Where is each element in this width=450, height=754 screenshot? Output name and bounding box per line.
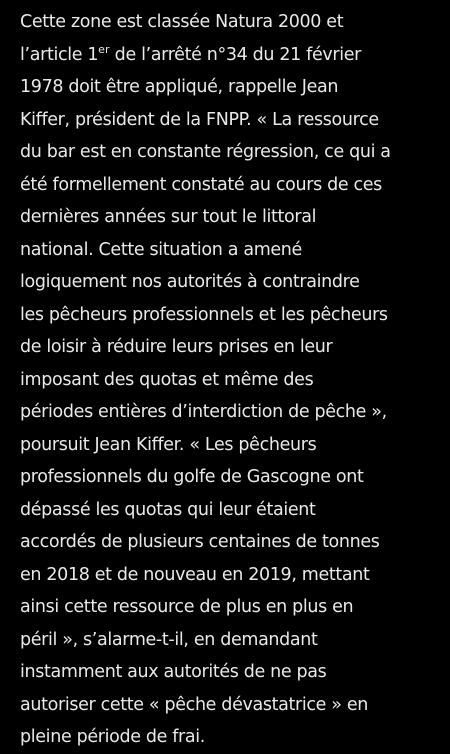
text-line: pleine période de frai. xyxy=(20,727,205,747)
text-line: du bar est en constante régression, ce qui a xyxy=(20,142,391,162)
text-line: national. Cette situation a amené xyxy=(20,239,302,260)
article-paragraph xyxy=(20,6,445,754)
text-line: de loisir à réduire leurs prises en leur xyxy=(20,337,333,357)
text-line: ainsi cette ressource de plus en plus en xyxy=(20,597,354,617)
text-line: accordés de plusieurs centaines de tonnes xyxy=(20,532,380,552)
text-line: logiquement nos autorités à contraindre xyxy=(20,272,360,292)
text-line: instamment aux autorités de ne pas xyxy=(20,662,327,682)
text-line: en 2018 et de nouveau en 2019, mettant xyxy=(20,564,370,585)
text-fragment: l’article 1 xyxy=(20,44,99,65)
text-line: périodes entières d’interdiction de pêche », xyxy=(20,402,387,422)
text-fragment: de l’arrêté n°34 du 21 février xyxy=(109,44,361,65)
text-line: dernières années sur tout le littoral xyxy=(20,207,317,227)
text-line: les pêcheurs professionnels et les pêcheurs xyxy=(20,304,388,325)
text-line: professionnels du golfe de Gascogne ont xyxy=(20,467,364,487)
text-line: péril », s’alarme-t-il, en demandant xyxy=(20,629,318,650)
text-line: imposant des quotas et même des xyxy=(20,369,314,390)
text-line: 1978 doit être appliqué, rappelle Jean xyxy=(20,77,339,97)
text-line: dépassé les quotas qui leur étaient xyxy=(20,499,316,520)
text-line: Kiffer, président de la FNPP. « La ressource xyxy=(20,109,379,130)
text-line: autoriser cette « pêche dévastatrice » en xyxy=(20,694,369,715)
superscript-ordinal: er xyxy=(98,42,110,56)
text-line: Cette zone est classée Natura 2000 et xyxy=(20,12,344,32)
text-line: poursuit Jean Kiffer. « Les pêcheurs xyxy=(20,434,317,455)
text-line: été formellement constaté au cours de ces xyxy=(20,174,382,195)
text-line xyxy=(20,39,445,72)
